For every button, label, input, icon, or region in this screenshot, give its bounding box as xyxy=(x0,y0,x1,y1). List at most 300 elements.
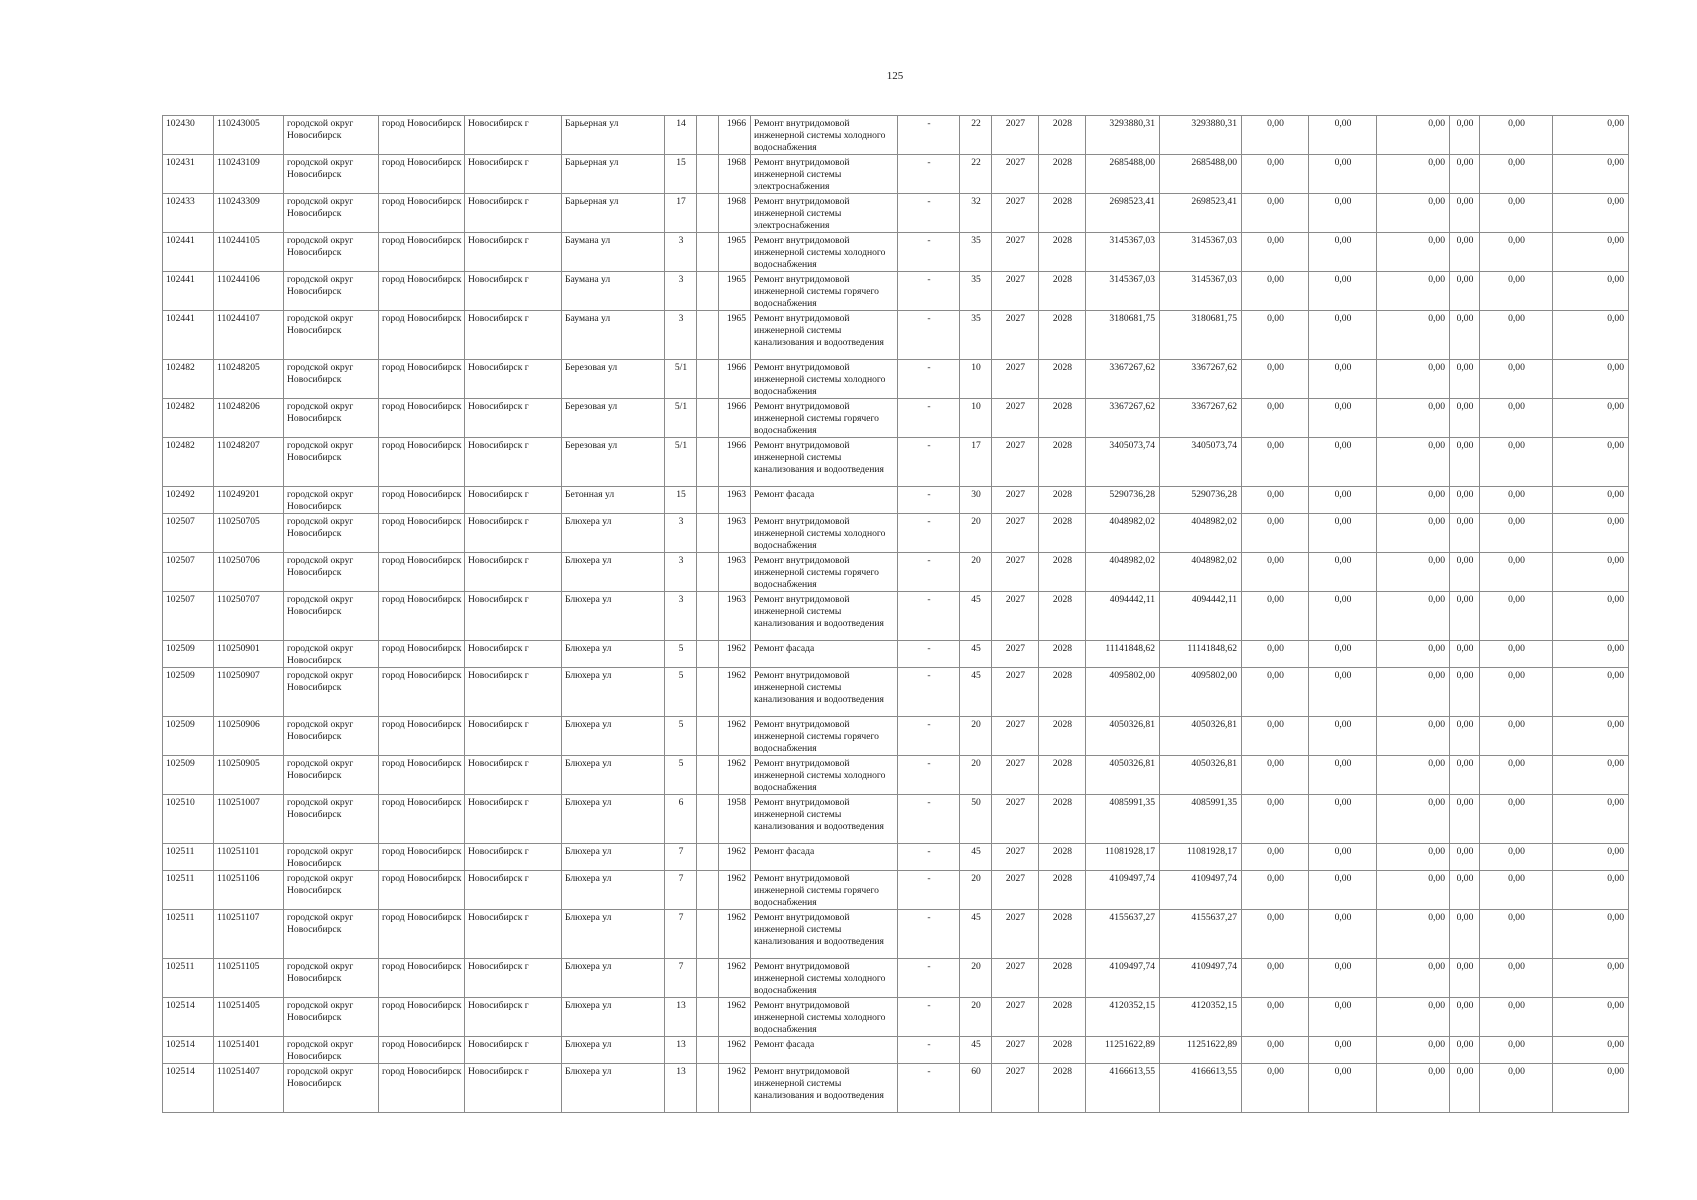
cell-build-year: 1965 xyxy=(719,233,751,272)
cell-street: Блюхера ул xyxy=(562,641,665,668)
cell-term: 10 xyxy=(960,399,992,438)
cell-plan-year-start: 2027 xyxy=(992,959,1039,998)
repair-program-table xyxy=(162,115,1629,1113)
cell-street: Блюхера ул xyxy=(562,795,665,844)
cell-plan-year-start: 2027 xyxy=(992,438,1039,487)
cell-other-funds: 0,00 xyxy=(1553,795,1629,844)
cell-street: Блюхера ул xyxy=(562,1037,665,1064)
cell-row-id: 102507 xyxy=(163,592,214,641)
cell-street: Березовая ул xyxy=(562,360,665,399)
cell-house-number: 3 xyxy=(665,553,697,592)
cell-total-cost: 4085991,35 xyxy=(1086,795,1160,844)
table-row xyxy=(163,641,1629,668)
cell-owners-amount: 0,00 xyxy=(1450,641,1480,668)
cell-municipality: городской округ Новосибирск xyxy=(284,717,379,756)
table-row xyxy=(163,487,1629,514)
cell-plan-year-end: 2028 xyxy=(1039,641,1086,668)
cell-owners-amount: 0,00 xyxy=(1450,756,1480,795)
cell-federal-amount: 0,00 xyxy=(1242,844,1309,871)
cell-other-amount: 0,00 xyxy=(1480,871,1553,910)
cell-object-code: 110244106 xyxy=(214,272,284,311)
table-row xyxy=(163,959,1629,998)
cell-other-amount: 0,00 xyxy=(1480,399,1553,438)
cell-other-amount: 0,00 xyxy=(1480,311,1553,360)
cell-regional-amount: 0,00 xyxy=(1309,795,1377,844)
cell-municipality: городской округ Новосибирск xyxy=(284,272,379,311)
cell-regional-fund-cost: 4048982,02 xyxy=(1160,553,1242,592)
cell-city: Новосибирск г xyxy=(465,756,562,795)
cell-owners-amount: 0,00 xyxy=(1450,155,1480,194)
cell-dash: - xyxy=(898,311,960,360)
table-row xyxy=(163,553,1629,592)
cell-total-cost: 4166613,55 xyxy=(1086,1064,1160,1113)
cell-regional-fund-cost: 4095802,00 xyxy=(1160,668,1242,717)
cell-work-type: Ремонт внутридомовой инженерной системы канализования и водоотведения xyxy=(751,668,898,717)
cell-object-code: 110250707 xyxy=(214,592,284,641)
cell-municipal-amount: 0,00 xyxy=(1377,668,1450,717)
cell-building xyxy=(697,756,719,795)
cell-building xyxy=(697,668,719,717)
table-row xyxy=(163,116,1629,155)
cell-object-code: 110251101 xyxy=(214,844,284,871)
cell-other-funds: 0,00 xyxy=(1553,233,1629,272)
cell-term: 32 xyxy=(960,194,992,233)
cell-municipality: городской округ Новосибирск xyxy=(284,668,379,717)
cell-build-year: 1963 xyxy=(719,553,751,592)
cell-street: Блюхера ул xyxy=(562,717,665,756)
cell-regional-amount: 0,00 xyxy=(1309,959,1377,998)
cell-settlement: город Новосибирск xyxy=(379,272,465,311)
cell-dash: - xyxy=(898,360,960,399)
cell-term: 20 xyxy=(960,553,992,592)
cell-city: Новосибирск г xyxy=(465,1037,562,1064)
cell-plan-year-start: 2027 xyxy=(992,592,1039,641)
cell-settlement: город Новосибирск xyxy=(379,155,465,194)
cell-settlement: город Новосибирск xyxy=(379,641,465,668)
table-row xyxy=(163,998,1629,1037)
cell-plan-year-end: 2028 xyxy=(1039,194,1086,233)
cell-work-type: Ремонт внутридомовой инженерной системы канализования и водоотведения xyxy=(751,795,898,844)
cell-regional-fund-cost: 11141848,62 xyxy=(1160,641,1242,668)
cell-municipal-amount: 0,00 xyxy=(1377,717,1450,756)
cell-settlement: город Новосибирск xyxy=(379,998,465,1037)
cell-house-number: 5/1 xyxy=(665,438,697,487)
cell-total-cost: 4095802,00 xyxy=(1086,668,1160,717)
cell-building xyxy=(697,1064,719,1113)
cell-municipality: городской округ Новосибирск xyxy=(284,155,379,194)
cell-build-year: 1965 xyxy=(719,311,751,360)
table-row xyxy=(163,1037,1629,1064)
cell-building xyxy=(697,438,719,487)
cell-municipal-amount: 0,00 xyxy=(1377,272,1450,311)
cell-other-funds: 0,00 xyxy=(1553,641,1629,668)
cell-city: Новосибирск г xyxy=(465,553,562,592)
cell-owners-amount: 0,00 xyxy=(1450,514,1480,553)
cell-federal-amount: 0,00 xyxy=(1242,233,1309,272)
cell-municipal-amount: 0,00 xyxy=(1377,998,1450,1037)
cell-total-cost: 3367267,62 xyxy=(1086,399,1160,438)
cell-row-id: 102514 xyxy=(163,1037,214,1064)
cell-row-id: 102482 xyxy=(163,399,214,438)
cell-settlement: город Новосибирск xyxy=(379,311,465,360)
cell-settlement: город Новосибирск xyxy=(379,233,465,272)
cell-city: Новосибирск г xyxy=(465,641,562,668)
cell-settlement: город Новосибирск xyxy=(379,795,465,844)
cell-settlement: город Новосибирск xyxy=(379,871,465,910)
cell-city: Новосибирск г xyxy=(465,116,562,155)
cell-building xyxy=(697,795,719,844)
cell-row-id: 102441 xyxy=(163,311,214,360)
cell-street: Блюхера ул xyxy=(562,910,665,959)
cell-object-code: 110249201 xyxy=(214,487,284,514)
cell-other-funds: 0,00 xyxy=(1553,756,1629,795)
cell-street: Березовая ул xyxy=(562,438,665,487)
cell-dash: - xyxy=(898,194,960,233)
cell-street: Блюхера ул xyxy=(562,592,665,641)
cell-owners-amount: 0,00 xyxy=(1450,553,1480,592)
cell-street: Бетонная ул xyxy=(562,487,665,514)
cell-building xyxy=(697,641,719,668)
cell-settlement: город Новосибирск xyxy=(379,756,465,795)
cell-street: Баумана ул xyxy=(562,272,665,311)
cell-regional-fund-cost: 3145367,03 xyxy=(1160,233,1242,272)
cell-object-code: 110251107 xyxy=(214,910,284,959)
cell-build-year: 1962 xyxy=(719,910,751,959)
cell-settlement: город Новосибирск xyxy=(379,360,465,399)
cell-other-amount: 0,00 xyxy=(1480,959,1553,998)
cell-dash: - xyxy=(898,756,960,795)
cell-municipal-amount: 0,00 xyxy=(1377,194,1450,233)
cell-plan-year-end: 2028 xyxy=(1039,514,1086,553)
cell-federal-amount: 0,00 xyxy=(1242,910,1309,959)
cell-building xyxy=(697,360,719,399)
cell-regional-fund-cost: 4155637,27 xyxy=(1160,910,1242,959)
cell-house-number: 5 xyxy=(665,641,697,668)
cell-total-cost: 4050326,81 xyxy=(1086,717,1160,756)
table-row xyxy=(163,272,1629,311)
cell-other-funds: 0,00 xyxy=(1553,194,1629,233)
table-row xyxy=(163,910,1629,959)
cell-municipal-amount: 0,00 xyxy=(1377,1064,1450,1113)
cell-municipal-amount: 0,00 xyxy=(1377,514,1450,553)
cell-row-id: 102492 xyxy=(163,487,214,514)
cell-regional-fund-cost: 3180681,75 xyxy=(1160,311,1242,360)
cell-dash: - xyxy=(898,998,960,1037)
cell-house-number: 15 xyxy=(665,155,697,194)
cell-total-cost: 4094442,11 xyxy=(1086,592,1160,641)
table-row xyxy=(163,194,1629,233)
cell-work-type: Ремонт внутридомовой инженерной системы холодного водоснабжения xyxy=(751,998,898,1037)
cell-dash: - xyxy=(898,1064,960,1113)
cell-row-id: 102514 xyxy=(163,1064,214,1113)
cell-building xyxy=(697,998,719,1037)
cell-other-funds: 0,00 xyxy=(1553,1037,1629,1064)
cell-work-type: Ремонт внутридомовой инженерной системы холодного водоснабжения xyxy=(751,756,898,795)
cell-regional-fund-cost: 2685488,00 xyxy=(1160,155,1242,194)
table-row xyxy=(163,592,1629,641)
cell-regional-fund-cost: 4048982,02 xyxy=(1160,514,1242,553)
cell-regional-amount: 0,00 xyxy=(1309,155,1377,194)
cell-house-number: 5/1 xyxy=(665,399,697,438)
cell-municipality: городской округ Новосибирск xyxy=(284,998,379,1037)
cell-house-number: 15 xyxy=(665,487,697,514)
cell-house-number: 3 xyxy=(665,311,697,360)
cell-house-number: 5 xyxy=(665,756,697,795)
cell-owners-amount: 0,00 xyxy=(1450,959,1480,998)
cell-city: Новосибирск г xyxy=(465,233,562,272)
cell-total-cost: 4109497,74 xyxy=(1086,871,1160,910)
cell-row-id: 102514 xyxy=(163,998,214,1037)
cell-object-code: 110251401 xyxy=(214,1037,284,1064)
cell-settlement: город Новосибирск xyxy=(379,844,465,871)
cell-city: Новосибирск г xyxy=(465,360,562,399)
cell-regional-fund-cost: 4166613,55 xyxy=(1160,1064,1242,1113)
cell-regional-fund-cost: 4050326,81 xyxy=(1160,756,1242,795)
cell-house-number: 13 xyxy=(665,1064,697,1113)
cell-dash: - xyxy=(898,399,960,438)
cell-municipal-amount: 0,00 xyxy=(1377,592,1450,641)
cell-regional-amount: 0,00 xyxy=(1309,399,1377,438)
cell-term: 45 xyxy=(960,668,992,717)
cell-regional-amount: 0,00 xyxy=(1309,668,1377,717)
cell-city: Новосибирск г xyxy=(465,668,562,717)
cell-build-year: 1966 xyxy=(719,438,751,487)
cell-build-year: 1962 xyxy=(719,959,751,998)
cell-federal-amount: 0,00 xyxy=(1242,871,1309,910)
cell-object-code: 110244105 xyxy=(214,233,284,272)
cell-work-type: Ремонт внутридомовой инженерной системы холодного водоснабжения xyxy=(751,116,898,155)
cell-work-type: Ремонт внутридомовой инженерной системы горячего водоснабжения xyxy=(751,399,898,438)
cell-federal-amount: 0,00 xyxy=(1242,155,1309,194)
cell-municipal-amount: 0,00 xyxy=(1377,641,1450,668)
cell-plan-year-end: 2028 xyxy=(1039,844,1086,871)
cell-build-year: 1968 xyxy=(719,155,751,194)
table-row xyxy=(163,233,1629,272)
cell-plan-year-end: 2028 xyxy=(1039,871,1086,910)
cell-regional-amount: 0,00 xyxy=(1309,717,1377,756)
cell-work-type: Ремонт внутридомовой инженерной системы холодного водоснабжения xyxy=(751,959,898,998)
cell-municipality: городской округ Новосибирск xyxy=(284,553,379,592)
cell-federal-amount: 0,00 xyxy=(1242,514,1309,553)
cell-work-type: Ремонт внутридомовой инженерной системы канализования и водоотведения xyxy=(751,311,898,360)
cell-municipal-amount: 0,00 xyxy=(1377,871,1450,910)
cell-municipality: городской округ Новосибирск xyxy=(284,959,379,998)
cell-plan-year-end: 2028 xyxy=(1039,553,1086,592)
cell-municipality: городской округ Новосибирск xyxy=(284,233,379,272)
cell-federal-amount: 0,00 xyxy=(1242,194,1309,233)
cell-object-code: 110250906 xyxy=(214,717,284,756)
table-row xyxy=(163,399,1629,438)
cell-work-type: Ремонт внутридомовой инженерной системы электроснабжения xyxy=(751,155,898,194)
cell-other-funds: 0,00 xyxy=(1553,311,1629,360)
cell-dash: - xyxy=(898,116,960,155)
cell-other-amount: 0,00 xyxy=(1480,844,1553,871)
cell-object-code: 110248207 xyxy=(214,438,284,487)
cell-plan-year-end: 2028 xyxy=(1039,155,1086,194)
cell-build-year: 1962 xyxy=(719,844,751,871)
cell-plan-year-start: 2027 xyxy=(992,1037,1039,1064)
cell-other-amount: 0,00 xyxy=(1480,592,1553,641)
cell-term: 20 xyxy=(960,998,992,1037)
cell-work-type: Ремонт внутридомовой инженерной системы горячего водоснабжения xyxy=(751,871,898,910)
cell-total-cost: 11081928,17 xyxy=(1086,844,1160,871)
repair-program-table-wrapper xyxy=(162,115,1629,1113)
cell-other-funds: 0,00 xyxy=(1553,438,1629,487)
cell-federal-amount: 0,00 xyxy=(1242,641,1309,668)
cell-settlement: город Новосибирск xyxy=(379,487,465,514)
cell-municipality: городской округ Новосибирск xyxy=(284,487,379,514)
cell-house-number: 7 xyxy=(665,959,697,998)
cell-total-cost: 4050326,81 xyxy=(1086,756,1160,795)
cell-plan-year-start: 2027 xyxy=(992,668,1039,717)
cell-city: Новосибирск г xyxy=(465,311,562,360)
cell-regional-amount: 0,00 xyxy=(1309,438,1377,487)
cell-work-type: Ремонт внутридомовой инженерной системы горячего водоснабжения xyxy=(751,717,898,756)
cell-row-id: 102507 xyxy=(163,553,214,592)
cell-object-code: 110251405 xyxy=(214,998,284,1037)
cell-regional-fund-cost: 4109497,74 xyxy=(1160,871,1242,910)
cell-regional-fund-cost: 3145367,03 xyxy=(1160,272,1242,311)
cell-municipal-amount: 0,00 xyxy=(1377,844,1450,871)
cell-other-amount: 0,00 xyxy=(1480,116,1553,155)
cell-object-code: 110244107 xyxy=(214,311,284,360)
cell-row-id: 102509 xyxy=(163,641,214,668)
cell-settlement: город Новосибирск xyxy=(379,1037,465,1064)
cell-term: 20 xyxy=(960,756,992,795)
cell-object-code: 110250901 xyxy=(214,641,284,668)
cell-federal-amount: 0,00 xyxy=(1242,998,1309,1037)
table-row xyxy=(163,717,1629,756)
cell-object-code: 110248206 xyxy=(214,399,284,438)
cell-city: Новосибирск г xyxy=(465,717,562,756)
cell-term: 20 xyxy=(960,717,992,756)
cell-total-cost: 3180681,75 xyxy=(1086,311,1160,360)
cell-house-number: 13 xyxy=(665,1037,697,1064)
cell-object-code: 110243109 xyxy=(214,155,284,194)
cell-owners-amount: 0,00 xyxy=(1450,1037,1480,1064)
cell-regional-amount: 0,00 xyxy=(1309,756,1377,795)
cell-dash: - xyxy=(898,959,960,998)
cell-row-id: 102509 xyxy=(163,668,214,717)
cell-build-year: 1963 xyxy=(719,592,751,641)
cell-municipal-amount: 0,00 xyxy=(1377,487,1450,514)
cell-settlement: город Новосибирск xyxy=(379,399,465,438)
cell-owners-amount: 0,00 xyxy=(1450,311,1480,360)
table-body xyxy=(163,116,1629,1113)
cell-house-number: 5/1 xyxy=(665,360,697,399)
cell-federal-amount: 0,00 xyxy=(1242,272,1309,311)
cell-build-year: 1962 xyxy=(719,1037,751,1064)
cell-settlement: город Новосибирск xyxy=(379,1064,465,1113)
cell-regional-fund-cost: 11251622,89 xyxy=(1160,1037,1242,1064)
table-row xyxy=(163,514,1629,553)
cell-owners-amount: 0,00 xyxy=(1450,194,1480,233)
cell-plan-year-end: 2028 xyxy=(1039,233,1086,272)
cell-plan-year-start: 2027 xyxy=(992,399,1039,438)
cell-street: Барьерная ул xyxy=(562,155,665,194)
cell-owners-amount: 0,00 xyxy=(1450,795,1480,844)
cell-total-cost: 4048982,02 xyxy=(1086,514,1160,553)
cell-plan-year-start: 2027 xyxy=(992,194,1039,233)
cell-municipality: городской округ Новосибирск xyxy=(284,311,379,360)
cell-municipal-amount: 0,00 xyxy=(1377,553,1450,592)
cell-plan-year-start: 2027 xyxy=(992,553,1039,592)
cell-street: Блюхера ул xyxy=(562,553,665,592)
cell-settlement: город Новосибирск xyxy=(379,194,465,233)
cell-street: Блюхера ул xyxy=(562,844,665,871)
cell-regional-fund-cost: 4050326,81 xyxy=(1160,717,1242,756)
cell-settlement: город Новосибирск xyxy=(379,959,465,998)
cell-city: Новосибирск г xyxy=(465,487,562,514)
cell-regional-fund-cost: 2698523,41 xyxy=(1160,194,1242,233)
cell-federal-amount: 0,00 xyxy=(1242,438,1309,487)
cell-house-number: 3 xyxy=(665,233,697,272)
cell-work-type: Ремонт фасада xyxy=(751,844,898,871)
cell-row-id: 102441 xyxy=(163,272,214,311)
cell-regional-fund-cost: 4120352,15 xyxy=(1160,998,1242,1037)
cell-city: Новосибирск г xyxy=(465,910,562,959)
cell-plan-year-start: 2027 xyxy=(992,871,1039,910)
cell-other-amount: 0,00 xyxy=(1480,910,1553,959)
cell-regional-amount: 0,00 xyxy=(1309,360,1377,399)
cell-house-number: 14 xyxy=(665,116,697,155)
cell-build-year: 1962 xyxy=(719,1064,751,1113)
cell-owners-amount: 0,00 xyxy=(1450,399,1480,438)
cell-city: Новосибирск г xyxy=(465,399,562,438)
cell-regional-fund-cost: 4085991,35 xyxy=(1160,795,1242,844)
cell-house-number: 3 xyxy=(665,592,697,641)
cell-dash: - xyxy=(898,1037,960,1064)
cell-city: Новосибирск г xyxy=(465,1064,562,1113)
cell-work-type: Ремонт внутридомовой инженерной системы горячего водоснабжения xyxy=(751,272,898,311)
cell-work-type: Ремонт фасада xyxy=(751,1037,898,1064)
cell-settlement: город Новосибирск xyxy=(379,910,465,959)
table-row xyxy=(163,844,1629,871)
cell-term: 22 xyxy=(960,155,992,194)
cell-street: Блюхера ул xyxy=(562,514,665,553)
cell-federal-amount: 0,00 xyxy=(1242,756,1309,795)
cell-total-cost: 3145367,03 xyxy=(1086,233,1160,272)
cell-municipal-amount: 0,00 xyxy=(1377,438,1450,487)
cell-total-cost: 3405073,74 xyxy=(1086,438,1160,487)
cell-other-funds: 0,00 xyxy=(1553,668,1629,717)
cell-building xyxy=(697,910,719,959)
cell-plan-year-end: 2028 xyxy=(1039,360,1086,399)
cell-dash: - xyxy=(898,592,960,641)
cell-build-year: 1962 xyxy=(719,668,751,717)
cell-row-id: 102441 xyxy=(163,233,214,272)
cell-total-cost: 2685488,00 xyxy=(1086,155,1160,194)
cell-row-id: 102511 xyxy=(163,910,214,959)
cell-house-number: 5 xyxy=(665,668,697,717)
cell-house-number: 7 xyxy=(665,871,697,910)
cell-dash: - xyxy=(898,668,960,717)
cell-other-funds: 0,00 xyxy=(1553,514,1629,553)
cell-dash: - xyxy=(898,155,960,194)
cell-federal-amount: 0,00 xyxy=(1242,487,1309,514)
cell-owners-amount: 0,00 xyxy=(1450,272,1480,311)
cell-owners-amount: 0,00 xyxy=(1450,233,1480,272)
cell-other-funds: 0,00 xyxy=(1553,844,1629,871)
cell-row-id: 102511 xyxy=(163,844,214,871)
cell-house-number: 7 xyxy=(665,910,697,959)
cell-regional-amount: 0,00 xyxy=(1309,514,1377,553)
cell-term: 17 xyxy=(960,438,992,487)
cell-work-type: Ремонт внутридомовой инженерной системы горячего водоснабжения xyxy=(751,553,898,592)
cell-total-cost: 3293880,31 xyxy=(1086,116,1160,155)
cell-federal-amount: 0,00 xyxy=(1242,959,1309,998)
cell-regional-amount: 0,00 xyxy=(1309,233,1377,272)
